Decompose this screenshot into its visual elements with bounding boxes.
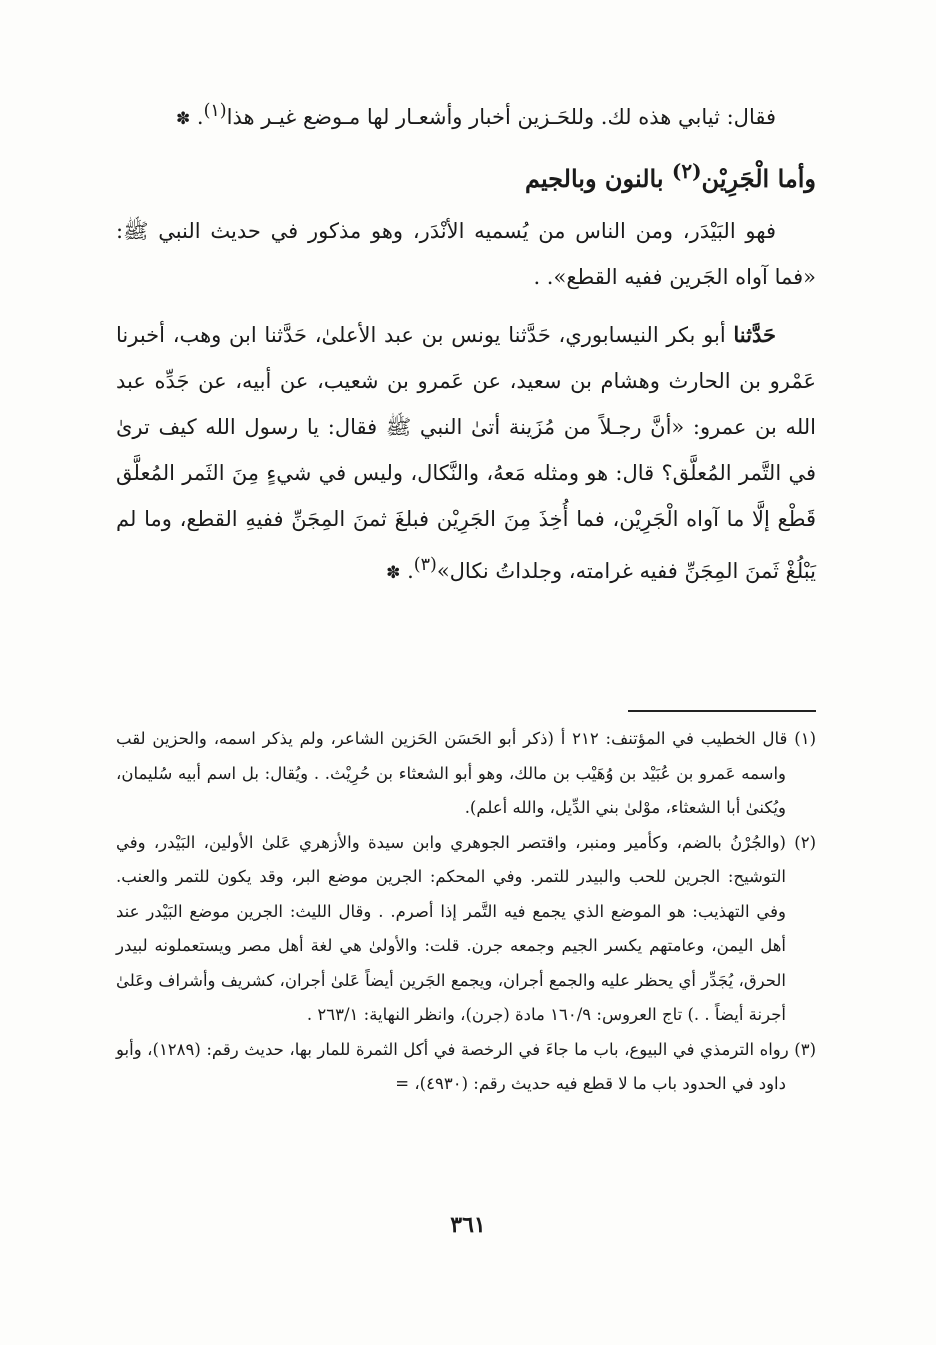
paragraph-3-lead: حَدَّثنا xyxy=(733,322,776,347)
footnote-ref-2: (٢) xyxy=(671,159,702,183)
page-number: ٣٦١ xyxy=(450,1212,486,1238)
paragraph-1-text: فقال: ثيابي هذه لك. وللحَـزين أخبار وأشعـار لها مـوضع غيـر هذا xyxy=(226,105,776,129)
heading-text: وأما الْجَرِيْن xyxy=(701,164,816,193)
footnote-ref-1: (١) xyxy=(203,101,227,121)
paragraph-1-end: . xyxy=(196,105,204,129)
footnote-1: (١) قال الخطيب في المؤتنف: ٢١٢ أ (ذكر أبو الحَسَن الحَزين الشاعر، ولم يذكر اسمه، والحزين لقب واسمه عَمرو بن عُبَيْد بن وُهَيْب بن مالك، وهو أبو الشعثاء بن حُرِيْث. . ويُقال: بل اسم أبيه سُليمان، ويُكنىٰ أبا الشعثاء، موْلىٰ بني الدِّيل، والله أعلم). xyxy=(116,729,816,817)
spacer xyxy=(116,300,816,312)
footnotes xyxy=(116,722,816,1102)
paragraph-3-text: أبو بكر النيسابوري، حَدَّثنا يونس بن عبد الأعلىٰ، حَدَّثنا ابن وهب، أخبرنا عَمْرو بن الحارث وهشام بن سعيد، عن عَمرو بن شعيب، عن أبيه، عن جَدِّه عبد الله بن عمرو: «أنَّ رجـلاً من مُزَينة أتىٰ النبي ﷺ فقال: يا رسول الله كيف ترىٰ في التَّمر المُعلَّق؟ قال: هو ومثله مَعهُ، والنَّكال، وليس في شيءٍ مِنَ الثَمر المُعلَّق قَطْع إلَّا ما آواه الْجَرِيْن، فما أُخِذَ مِنَ الجَرِيْن فبلغَ ثمنَ المِجَنِّ ففيهِ القطع، وما لم يَبْلُغْ ثَمنَ المِجَنِّ ففيه غرامته، وجلداتُ نكال» xyxy=(116,323,816,583)
paragraph-3-end: . xyxy=(407,559,414,583)
heading-rest: بالنون وبالجيم xyxy=(524,164,664,193)
section-heading xyxy=(116,142,816,208)
star-ornament: ✽ xyxy=(386,563,401,583)
footnote-3: (٣) رواه الترمذي في البيوع، باب ما جاءَ في الرخصة في أكل الثمرة للمار بها، حديث رقم: (١٢٨٩)، وأبو داود في الحدود باب ما لا قطع فيه حديث رقم: (٤٩٣٠)، = xyxy=(116,1039,816,1093)
footnote-2: (٢) (والجُرْنُ بالضم، وكأمير ومنبر، واقتصر الجوهري وابن سيدة والأزهري عَلىٰ الأولين، البَيْدر، وفي التوشيح: الجرين للحب والبيدر للتمر. وفي المحكم: الجرين موضع البر، وقد يكون للتمر والعنب. وفي التهذيب: هو الموضع الذي يجمع فيه التَّمر إذا أصرم. . وقال الليث: الجرين موضع البَيْدر عند أهل اليمن، وعامتهم يكسر الجيم وجمعه جرن. قلت: والأولىٰ هي لغة أهل مصر ويستعملونه لبيدر الحرق، يُجَدِّر أي يحظر عليه والجمع أجران، ويجمع الجَرين أيضاً عَلىٰ أجران، كشريف وأشراف وعَلىٰ أجرنة أيضاً . .) تاج العروس: ١٦٠/٩ مادة (جرن)، وانظر النهاية: ٢٦٣/١ . xyxy=(116,832,816,1024)
footnote-ref-3: (٣) xyxy=(413,555,437,575)
main-text xyxy=(116,88,816,596)
paragraph-1 xyxy=(116,88,816,142)
star-ornament: ✽ xyxy=(175,109,191,129)
paragraph-3 xyxy=(116,312,816,596)
paragraph-2: فهو البَيْدَر، ومن الناس من يُسميه الأنْدَر، وهو مذكور في حديث النبي ﷺ: «فما آواه الجَرين ففيه القطع». . xyxy=(116,219,816,289)
footnote-separator xyxy=(628,710,816,712)
